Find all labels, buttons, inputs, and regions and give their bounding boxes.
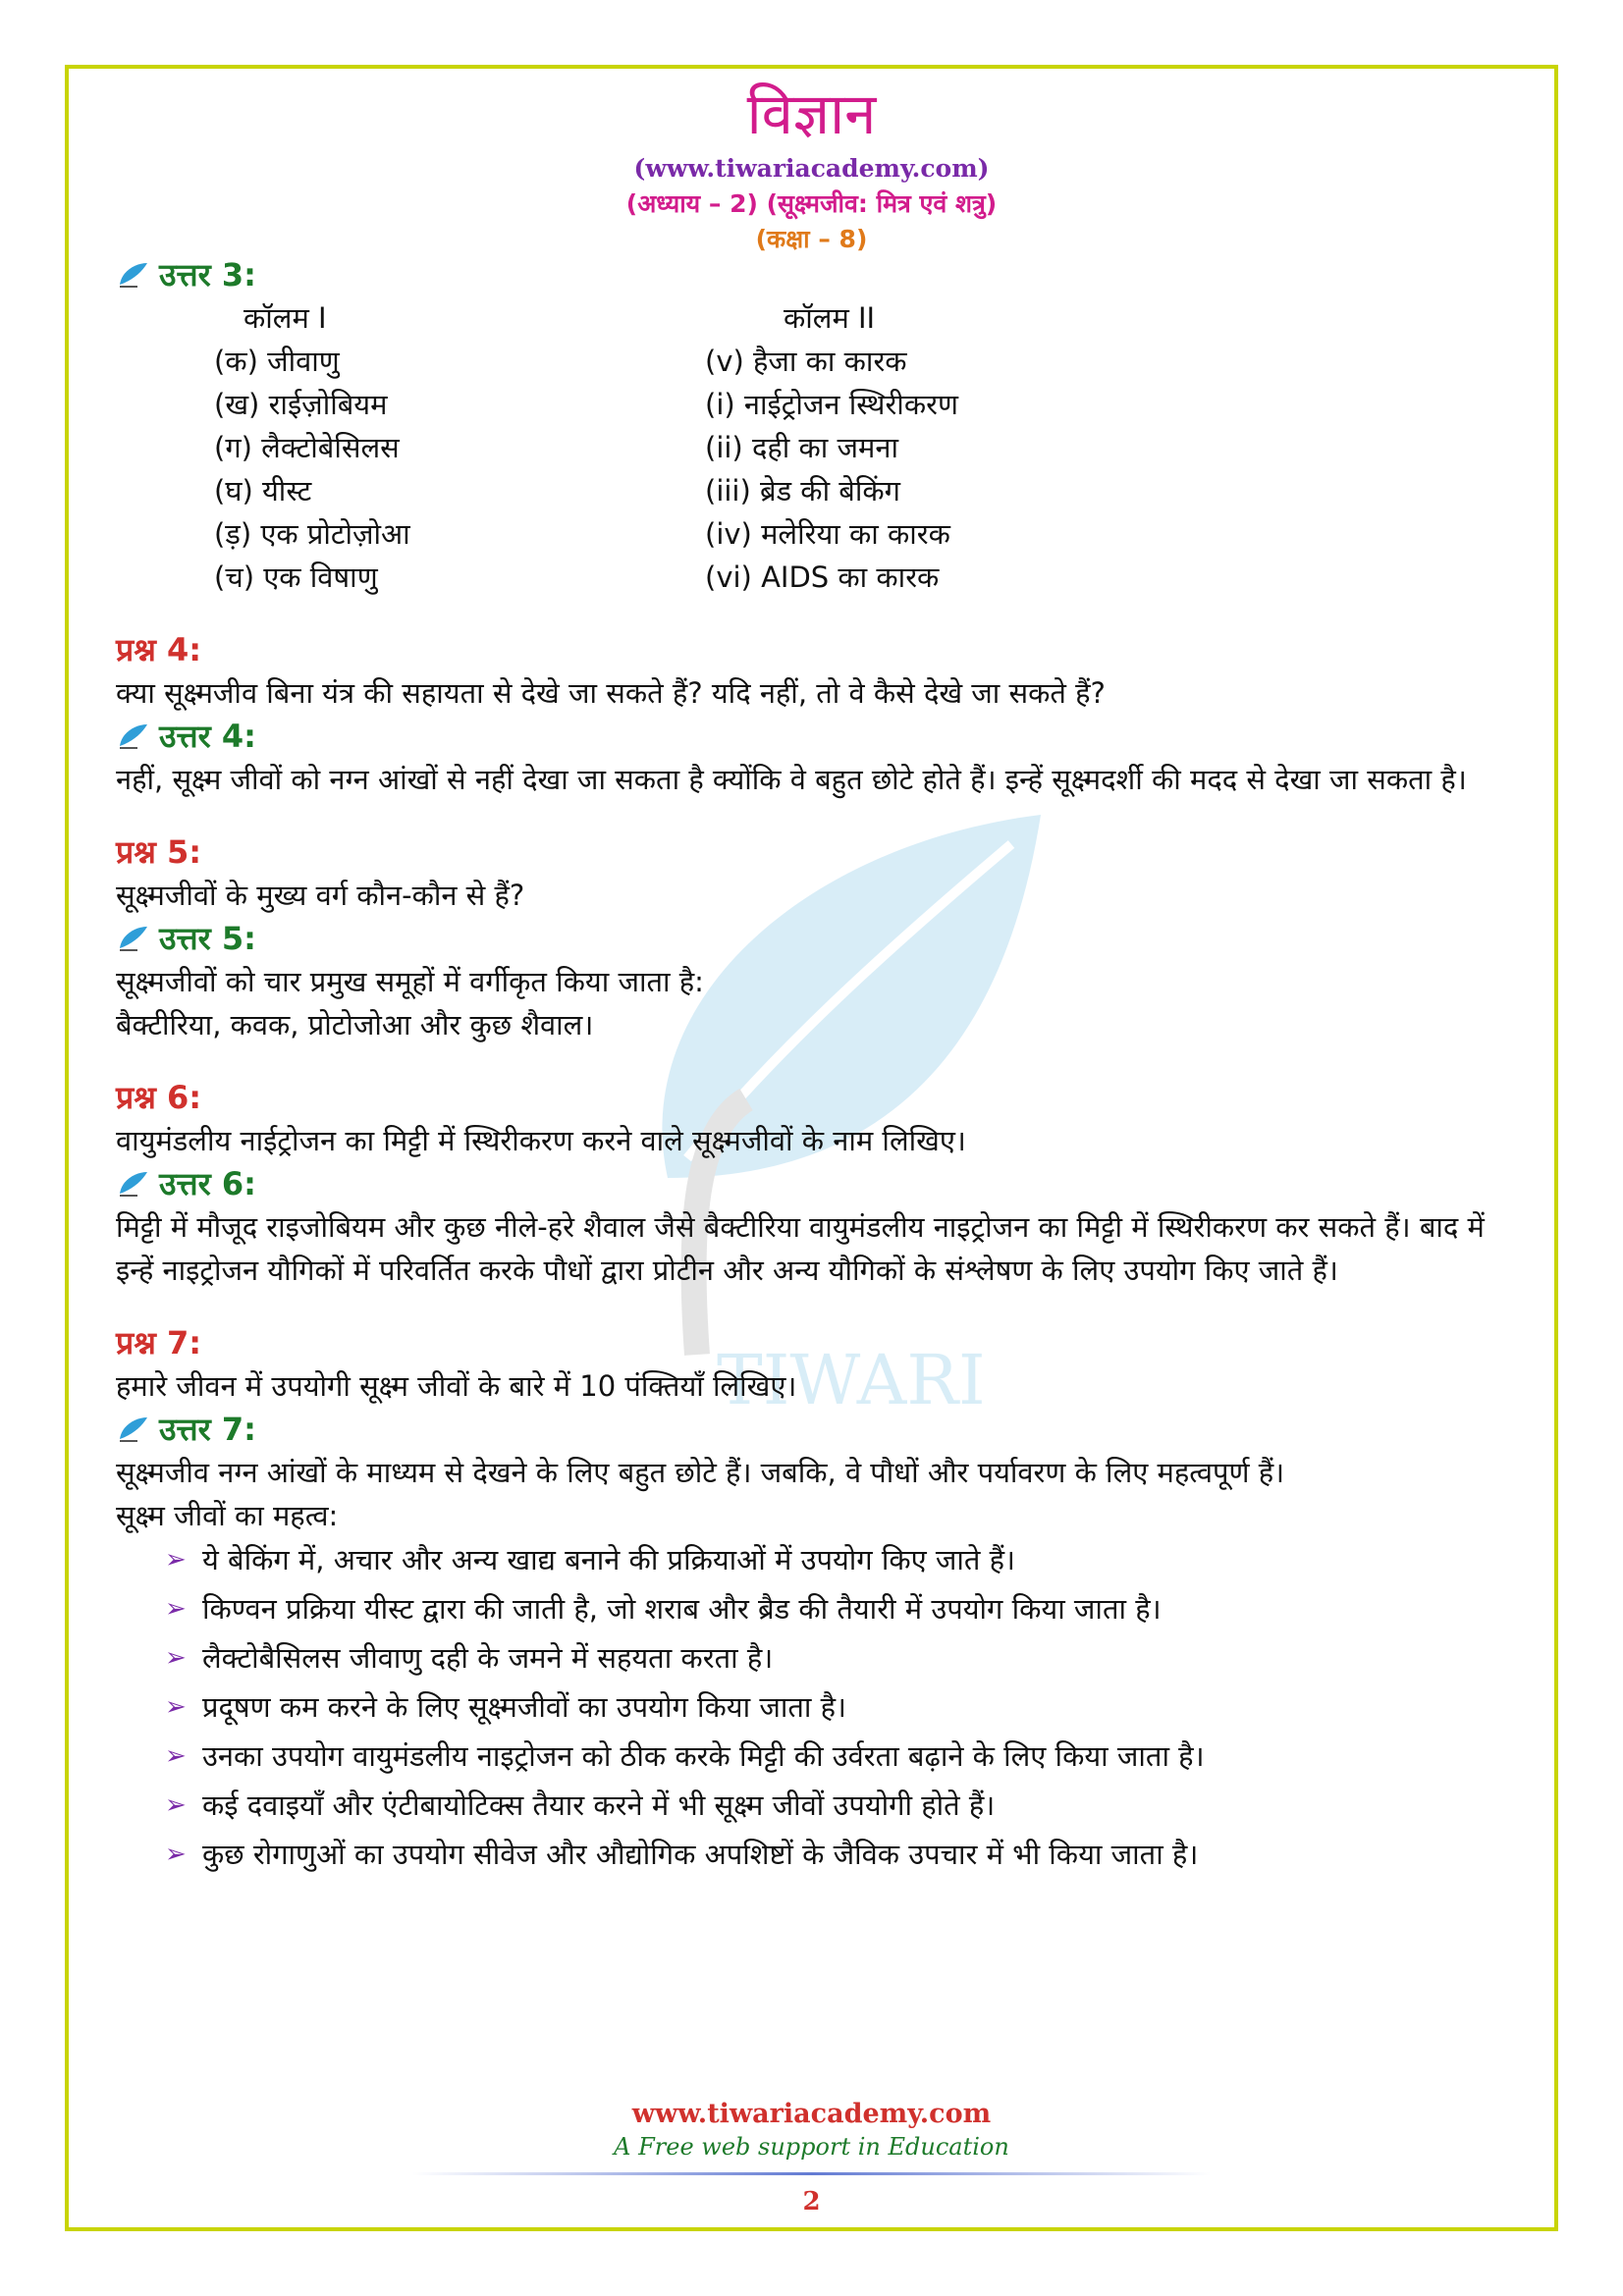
arrow-bullet-icon: ➢ [165, 1594, 187, 1624]
answer-heading: उत्तर 3: [116, 253, 1490, 296]
answer-heading: उत्तर 5: [116, 917, 1490, 960]
list-item: ➢ किण्वन प्रक्रिया यीस्ट द्वारा की जाती है, जो शराब और ब्रैड की तैयारी में उपयोग किया जाता है। [165, 1586, 1490, 1631]
answer-text: नहीं, सूक्ष्म जीवों को नग्न आंखों से नहीं देखा जा सकता है क्योंकि वे बहुत छोटे होते हैं। इन्हें सूक्ष्मदर्शी की मदद से देखा जा सकता है। [116, 763, 1467, 796]
match-table [214, 296, 1490, 599]
question-heading: प्रश्न 5: [116, 833, 202, 871]
table-row: (ख) राईज़ोबियम (i) नाईट्रोजन स्थिरीकरण [214, 388, 958, 421]
pen-logo-icon [116, 261, 149, 289]
list-item: ➢ उनका उपयोग वायुमंडलीय नाइट्रोजन को ठीक करके मिट्टी की उर्वरता बढ़ाने के लिए किया जाता है। [165, 1734, 1490, 1779]
answer-text: सूक्ष्मजीव नग्न आंखों के माध्यम से देखने के लिए बहुत छोटे हैं। जबकि, वे पौधों और पर्यावरण के लिए महत्वपूर्ण हैं। [116, 1456, 1285, 1489]
list-item: ➢ लैक्टोबैसिलस जीवाणु दही के जमने में सहयता करता है। [165, 1635, 1490, 1681]
question-heading: प्रश्न 6: [116, 1079, 202, 1116]
footer-tagline: A Free web support in Education [614, 2133, 1009, 2161]
class-label: (कक्षा – 8) [755, 225, 868, 253]
table-header-row [214, 296, 1490, 340]
pen-logo-icon [116, 1415, 149, 1443]
table-row: (च) एक विषाणु (vi) AIDS का कारक [214, 561, 940, 594]
watermark-text: TIWARI [717, 1340, 986, 1414]
arrow-bullet-icon: ➢ [165, 1643, 187, 1673]
page-footer [0, 2097, 1623, 2162]
answer-subheading: सूक्ष्म जीवों का महत्व: [116, 1499, 339, 1532]
bullet-list [116, 1537, 1490, 1877]
answer-heading: उत्तर 7: [116, 1408, 1490, 1451]
question-text: वायुमंडलीय नाईट्रोजन का मिट्टी में स्थिरीकरण करने वाले सूक्ष्मजीवों के नाम लिखिए। [116, 1124, 966, 1157]
arrow-bullet-icon: ➢ [165, 1741, 187, 1771]
question-text: हमारे जीवन में उपयोगी सूक्ष्म जीवों के बारे में 10 पंक्तियाँ लिखिए। [116, 1369, 797, 1403]
list-item: ➢ कुछ रोगाणुओं का उपयोग सीवेज और औद्योगिक अपशिष्टों के जैविक उपचार में भी किया जाता है। [165, 1832, 1490, 1877]
question-heading: प्रश्न 7: [116, 1324, 202, 1362]
table-row: (ग) लैक्टोबेसिलस (ii) दही का जमना [214, 431, 898, 464]
pen-logo-icon [116, 722, 149, 750]
arrow-bullet-icon: ➢ [165, 1790, 187, 1820]
page-number: 2 [802, 2187, 821, 2216]
answer-heading: उत्तर 6: [116, 1162, 1490, 1205]
subject-title: विज्ञान [746, 80, 877, 147]
table-row: (क) जीवाणु (v) हैजा का कारक [214, 345, 907, 378]
list-item: ➢ ये बेकिंग में, अचार और अन्य खाद्य बनाने की प्रक्रियाओं में उपयोग किए जाते हैं। [165, 1537, 1490, 1582]
answer-text: मिट्टी में मौजूद राइजोबियम और कुछ नीले-हरे शैवाल जैसे बैक्टीरिया वायुमंडलीय नाइट्रोजन का मिट्टी में स्थिरीकरण कर सकते हैं। बाद में इन्हें नाइट्रोजन यौगिकों में परिवर्तित करके पौधों द्वारा प्रोटीन और अन्य यौगिकों के संश्लेषण के लिए उपयोग किए जाते हैं। [116, 1210, 1485, 1287]
table-row: (घ) यीस्ट (iii) ब्रेड की बेकिंग [214, 474, 900, 507]
question-text: क्या सूक्ष्मजीव बिना यंत्र की सहायता से देखे जा सकते हैं? यदि नहीं, तो वे कैसे देखे जा सकते हैं? [116, 676, 1106, 710]
list-item: ➢ प्रदूषण कम करने के लिए सूक्ष्मजीवों का उपयोग किया जाता है। [165, 1684, 1490, 1730]
arrow-bullet-icon: ➢ [165, 1692, 187, 1722]
site-url: (www.tiwariacademy.com) [633, 154, 990, 183]
page-content [116, 253, 1490, 1881]
pen-logo-icon [116, 925, 149, 952]
chapter-title: (अध्याय – 2) (सूक्ष्मजीव: मित्र एवं शत्रु) [625, 189, 998, 218]
arrow-bullet-icon: ➢ [165, 1840, 187, 1869]
column-header: कॉलम II [784, 301, 876, 335]
answer-text: सूक्ष्मजीवों को चार प्रमुख समूहों में वर्गीकृत किया जाता है: [116, 965, 704, 998]
question-heading: प्रश्न 4: [116, 631, 202, 668]
answer-heading: उत्तर 4: [116, 715, 1490, 758]
table-row: (ड़) एक प्रोटोज़ोआ (iv) मलेरिया का कारक [214, 517, 950, 551]
column-header: कॉलम I [243, 301, 327, 335]
pen-logo-icon [116, 1170, 149, 1198]
footer-divider [412, 2172, 1211, 2175]
page-header [0, 77, 1623, 257]
footer-url-link[interactable]: www.tiwariacademy.com [631, 2099, 992, 2129]
answer-text: बैक्टीरिया, कवक, प्रोटोजोआ और कुछ शैवाल। [116, 1008, 594, 1041]
arrow-bullet-icon: ➢ [165, 1545, 187, 1575]
question-text: सूक्ष्मजीवों के मुख्य वर्ग कौन-कौन से हैं? [116, 879, 525, 912]
list-item: ➢ कई दवाइयाँ और एंटीबायोटिक्स तैयार करने में भी सूक्ष्म जीवों उपयोगी होते हैं। [165, 1783, 1490, 1828]
